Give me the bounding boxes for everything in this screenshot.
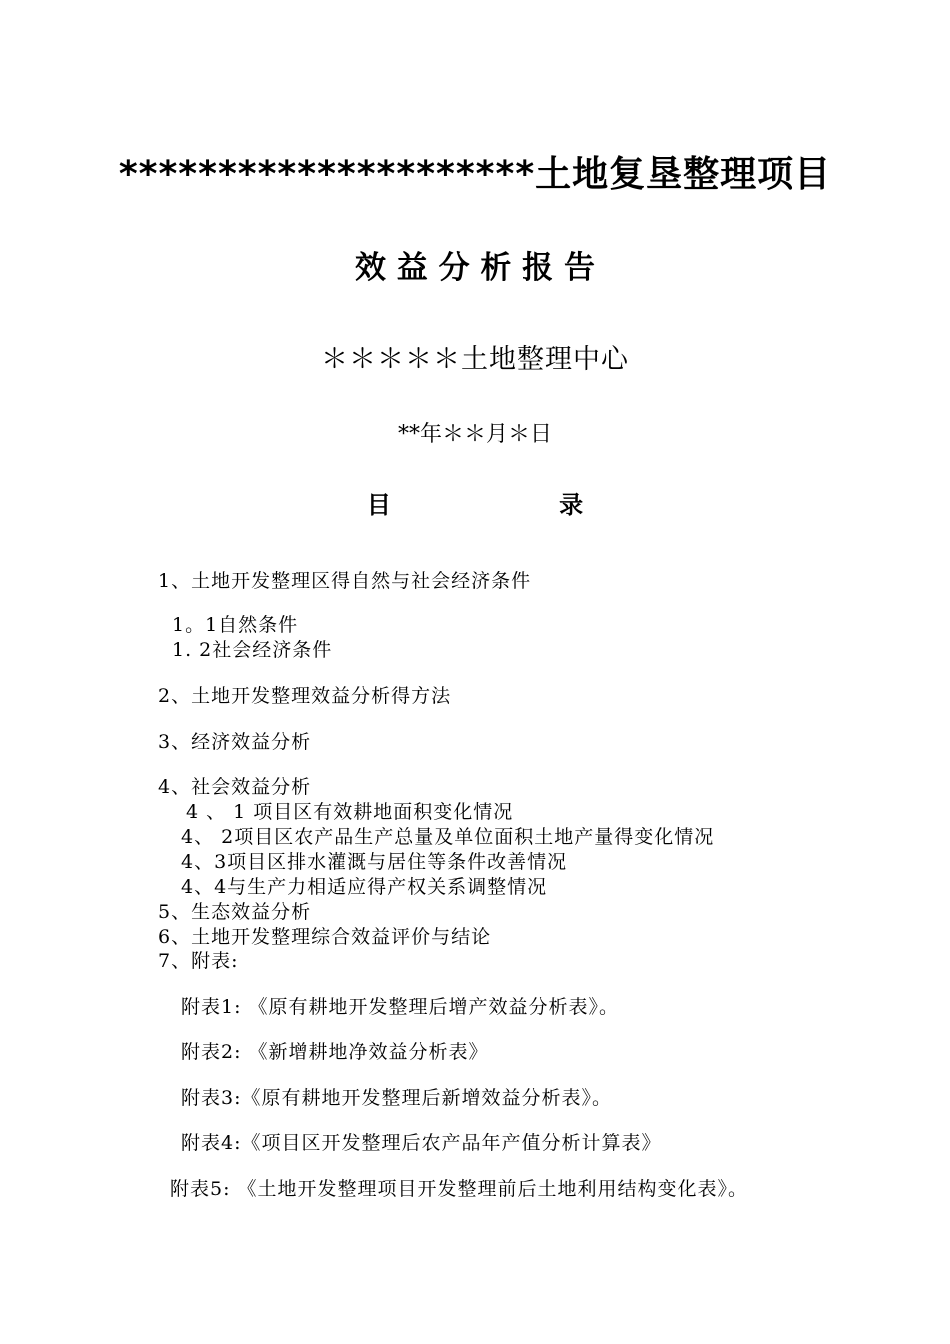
toc-item-4-1: 4 、 1 项目区有效耕地面积变化情况 xyxy=(186,801,514,823)
toc-item-1: 1、土地开发整理区得自然与社会经济条件 xyxy=(158,570,532,592)
document-title: *‌**‌*‌*‌*‌*‌*‌*‌*‌*‌*‌*‌**‌*‌*‌*‌*‌*‌*土地复垦整理项目 xyxy=(118,154,832,195)
toc-item-7: 7、附表: xyxy=(158,950,239,972)
toc-item-4: 4、社会效益分析 xyxy=(158,776,312,798)
appendix-3: 附表3:《原有耕地开发整理后新增效益分析表》。 xyxy=(181,1087,612,1109)
appendix-2: 附表2: 《新增耕地净效益分析表》 xyxy=(181,1041,489,1063)
toc-item-4-2: 4、 2项目区农产品生产总量及单位面积土地产量得变化情况 xyxy=(181,826,715,848)
toc-heading: 目 录 xyxy=(366,491,584,519)
appendix-1: 附表1: 《原有耕地开发整理后增产效益分析表》。 xyxy=(181,996,620,1018)
toc-item-4-4: 4、4与生产力相适应得产权关系调整情况 xyxy=(181,876,548,898)
document-subtitle: 效 益 分 析 报 告 xyxy=(355,250,595,286)
toc-item-3: 3、经济效益分析 xyxy=(158,731,312,753)
toc-item-2: 2、土地开发整理效益分析得方法 xyxy=(158,685,452,707)
organization-name: ＊＊＊＊＊土地整理中心 xyxy=(321,344,629,375)
appendix-5: 附表5: 《土地开发整理项目开发整理前后土地利用结构变化表》。 xyxy=(170,1178,749,1200)
toc-item-4-3: 4、3项目区排水灌溉与居住等条件改善情况 xyxy=(181,851,568,873)
toc-item-1-2: 1. 2社会经济条件 xyxy=(172,639,333,661)
toc-item-1-1: 1。1自然条件 xyxy=(172,614,299,636)
toc-item-6: 6、土地开发整理综合效益评价与结论 xyxy=(158,926,492,948)
toc-item-5: 5、生态效益分析 xyxy=(158,901,312,923)
document-date: **年＊＊月＊日 xyxy=(397,422,552,447)
appendix-4: 附表4:《项目区开发整理后农产品年产值分析计算表》 xyxy=(181,1132,662,1154)
